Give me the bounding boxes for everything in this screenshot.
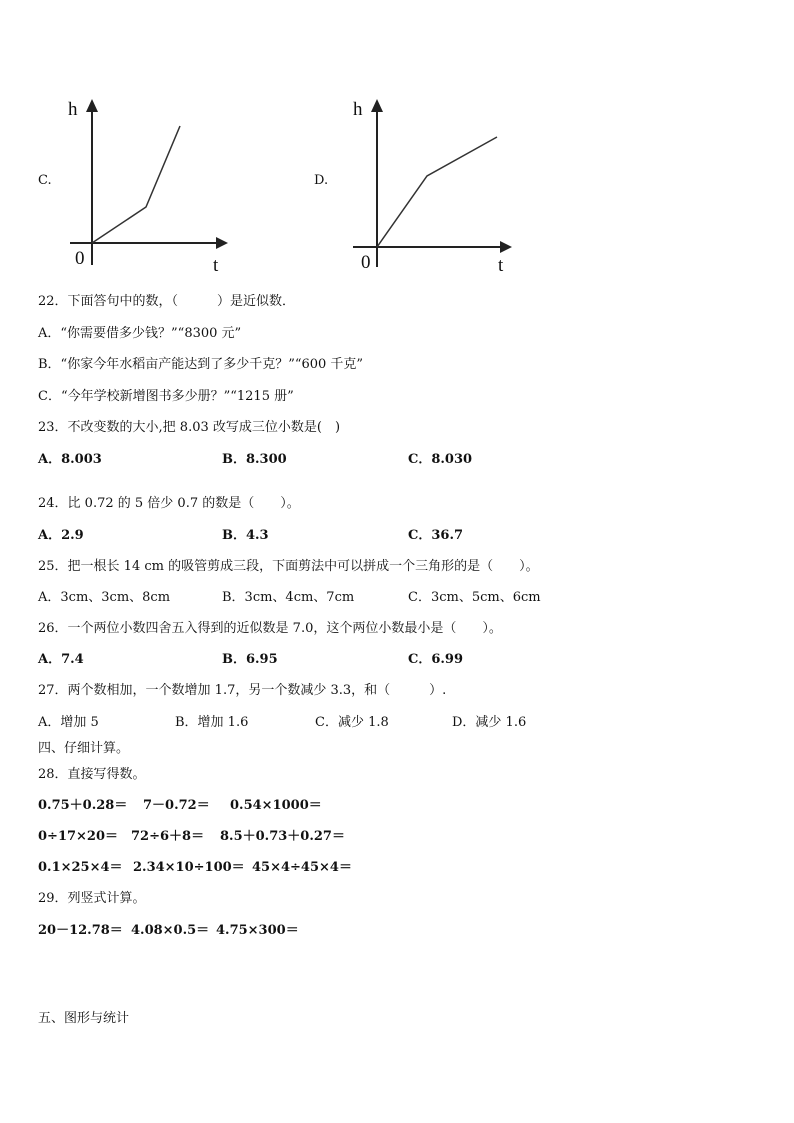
section-5-title: 五、图形与统计 — [38, 1011, 130, 1026]
graph-d-y-label: h — [353, 99, 363, 120]
graph-d-origin-label: 0 — [361, 252, 371, 273]
q28-item: 8.5＋0.73＋0.27＝ — [220, 829, 345, 844]
q29-item: 4.75×300＝ — [216, 923, 299, 938]
graph-c-y-label: h — [68, 99, 78, 120]
q26-option-c: C．6.99 — [408, 652, 464, 667]
graph-d-x-label: t — [498, 255, 504, 275]
q23-stem: 23．不改变数的大小,把 8.03 改写成三位小数是( ) — [38, 420, 341, 435]
q29-item: 4.08×0.5＝ — [131, 923, 210, 938]
graph-d — [347, 95, 522, 275]
q27-option-d: D．减少 1.6 — [452, 715, 527, 730]
q26-option-a: A．7.4 — [38, 652, 84, 667]
q23-option-c: C．8.030 — [408, 452, 473, 467]
q28-item: 0.1×25×4＝ — [38, 860, 123, 875]
q25-option-a: A．3cm、3cm、8cm — [38, 590, 171, 605]
q25-stem: 25．把一根长 14 cm 的吸管剪成三段，下面剪法中可以拼成一个三角形的是（ ）。 — [38, 559, 539, 574]
q28-item: 0.75＋0.28＝ — [38, 798, 128, 813]
graph-c-x-label: t — [213, 255, 219, 275]
q29-stem: 29．列竖式计算。 — [38, 891, 146, 906]
graph-c-line — [92, 126, 180, 243]
q24-option-a: A．2.9 — [38, 528, 84, 543]
q25-option-b: B．3cm、4cm、7cm — [222, 590, 355, 605]
graph-c — [62, 95, 237, 275]
q28-item: 2.34×10÷100＝ — [133, 860, 245, 875]
q23-option-b: B．8.300 — [222, 452, 287, 467]
q28-stem: 28．直接写得数。 — [38, 767, 146, 782]
q24-option-b: B．4.3 — [222, 528, 269, 543]
q25-option-c: C．3cm、5cm、6cm — [408, 590, 541, 605]
q22-option-b: B．“你家今年水稻亩产能达到了多少千克？”“600 千克” — [38, 357, 364, 372]
q24-stem: 24．比 0.72 的 5 倍少 0.7 的数是（ ）。 — [38, 496, 300, 511]
graph-d-line — [377, 137, 497, 247]
q29-item: 20－12.78＝ — [38, 923, 123, 938]
q27-option-b: B．增加 1.6 — [175, 715, 249, 730]
q27-option-a: A．增加 5 — [38, 715, 99, 730]
q28-item: 72÷6＋8＝ — [131, 829, 205, 844]
q27-stem: 27．两个数相加，一个数增加 1.7，另一个数减少 3.3，和（ ）. — [38, 683, 447, 698]
q24-option-c: C．36.7 — [408, 528, 464, 543]
q28-item: 45×4÷45×4＝ — [252, 860, 352, 875]
q27-option-c: C．减少 1.8 — [315, 715, 389, 730]
q28-item: 7－0.72＝ — [143, 798, 210, 813]
q26-option-b: B．6.95 — [222, 652, 278, 667]
q26-stem: 26．一个两位小数四舍五入得到的近似数是 7.0，这个两位小数最小是（ ）。 — [38, 621, 502, 636]
option-d-label: D. — [314, 173, 329, 188]
q28-item: 0÷17×20＝ — [38, 829, 119, 844]
q22-option-c: C．“今年学校新增图书多少册？”“1215 册” — [38, 389, 294, 404]
q22-stem: 22．下面答句中的数，（ ）是近似数． — [38, 294, 296, 309]
section-4-title: 四、仔细计算。 — [38, 741, 130, 756]
q28-item: 0.54×1000＝ — [230, 798, 322, 813]
q22-option-a: A．“你需要借多少钱？”“8300 元” — [38, 326, 242, 341]
q23-option-a: A．8.003 — [38, 452, 102, 467]
option-c-label: C. — [38, 173, 52, 188]
graph-c-origin-label: 0 — [75, 248, 85, 269]
